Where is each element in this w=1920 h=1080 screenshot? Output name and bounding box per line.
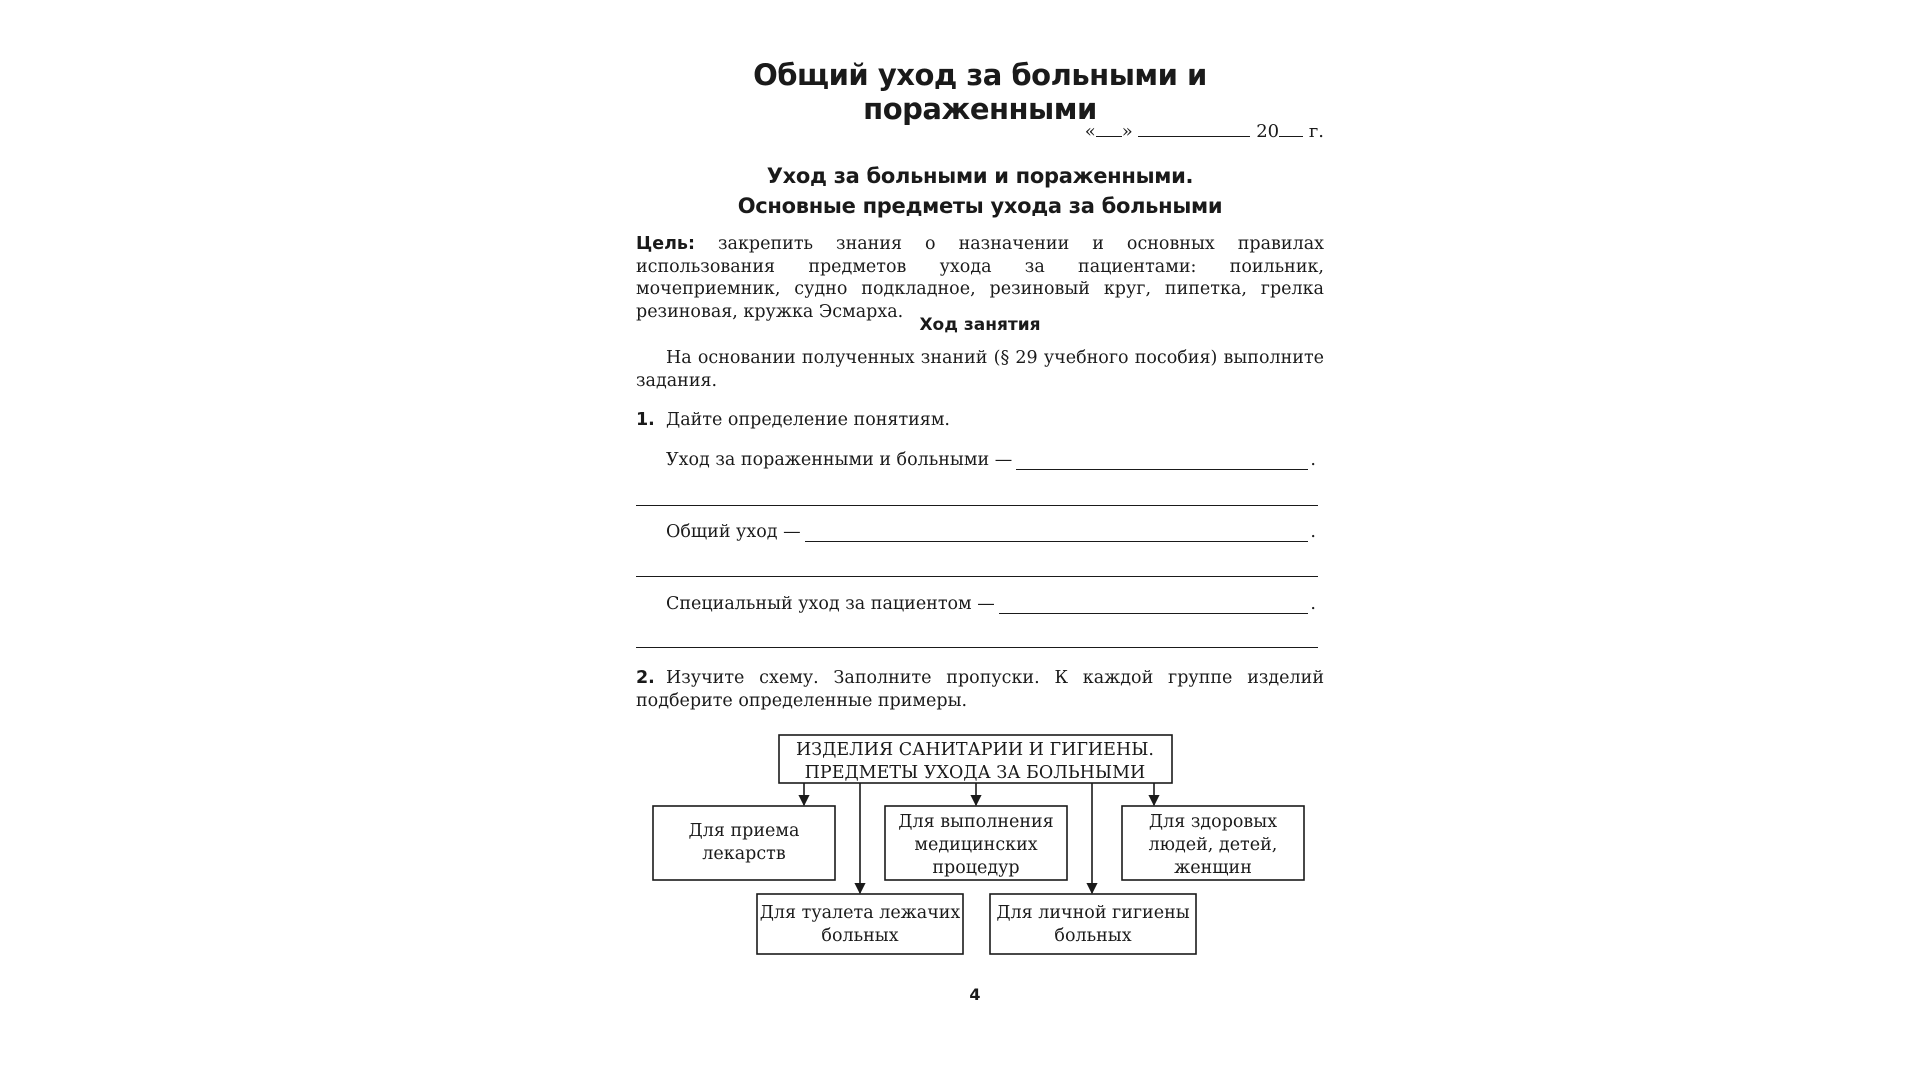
definition-term-2: Общий уход — [666, 522, 801, 542]
year-suffix: г. [1308, 121, 1324, 142]
diagram-procedures-label-3: процедур [932, 858, 1020, 878]
diagram-procedures-label-2: медицинских [914, 835, 1038, 855]
section-heading: Ход занятия [919, 315, 1041, 335]
diagram-medicines-label-2: лекарств [702, 844, 786, 864]
date-open-quote: « [1084, 121, 1096, 142]
page-number: 4 [969, 985, 981, 1004]
task-2-number: 2. [636, 668, 655, 688]
diagram-toilet-label-2: больных [821, 926, 899, 946]
diagram-healthy-label-2: людей, детей, [1148, 835, 1278, 855]
goal-label: Цель: [636, 234, 695, 254]
diagram-medicines-label-1: Для приема [688, 821, 800, 841]
definition-end-dot: . [1310, 594, 1316, 614]
definition-end-dot: . [1310, 522, 1316, 542]
diagram-healthy-label-1: Для здоровых [1148, 812, 1278, 832]
intro-paragraph: На основании полученных знаний (§ 29 учебного пособия) выполните задания. [636, 348, 1324, 391]
page-title: Общий уход за больными и пораженными [753, 58, 1207, 126]
year-prefix: 20 [1256, 121, 1280, 142]
task-1-number: 1. [636, 410, 655, 430]
definition-term-1: Уход за пораженными и больными — [666, 450, 1013, 470]
diagram-hygiene-label-2: больных [1054, 926, 1132, 946]
definition-term-3: Специальный уход за пациентом — [666, 594, 995, 614]
diagram-root-label-1: ИЗДЕЛИЯ САНИТАРИИ И ГИГИЕНЫ. [795, 740, 1155, 760]
diagram-toilet-label-1: Для туалета лежачих [759, 903, 961, 923]
subtitle-line-1: Уход за больными и пораженными. [766, 164, 1194, 188]
task-2-text: Изучите схему. Заполните пропуски. К каждой группе изделий подберите определенные примеры. [636, 668, 1324, 711]
diagram-root-label-2: ПРЕДМЕТЫ УХОДА ЗА БОЛЬНЫМИ [804, 763, 1146, 783]
diagram-box-medicines [653, 806, 835, 880]
diagram-procedures-label-1: Для выполнения [898, 812, 1054, 832]
goal-text: закрепить знания о назначении и основных правилах использования предметов ухода за пациентами: поильник, мочеприемник, судно подкладное, резиновый круг, пипетка, грелка резиновая, кружка Эсмарха. [636, 234, 1324, 322]
diagram-healthy-label-3: женщин [1174, 858, 1252, 878]
date-close-quote: » [1121, 121, 1133, 142]
task-1-text: Дайте определение понятиям. [666, 410, 950, 430]
definition-end-dot: . [1310, 450, 1316, 470]
diagram-hygiene-label-1: Для личной гигиены [996, 903, 1190, 923]
subtitle-line-2: Основные предметы ухода за больными [737, 194, 1223, 218]
